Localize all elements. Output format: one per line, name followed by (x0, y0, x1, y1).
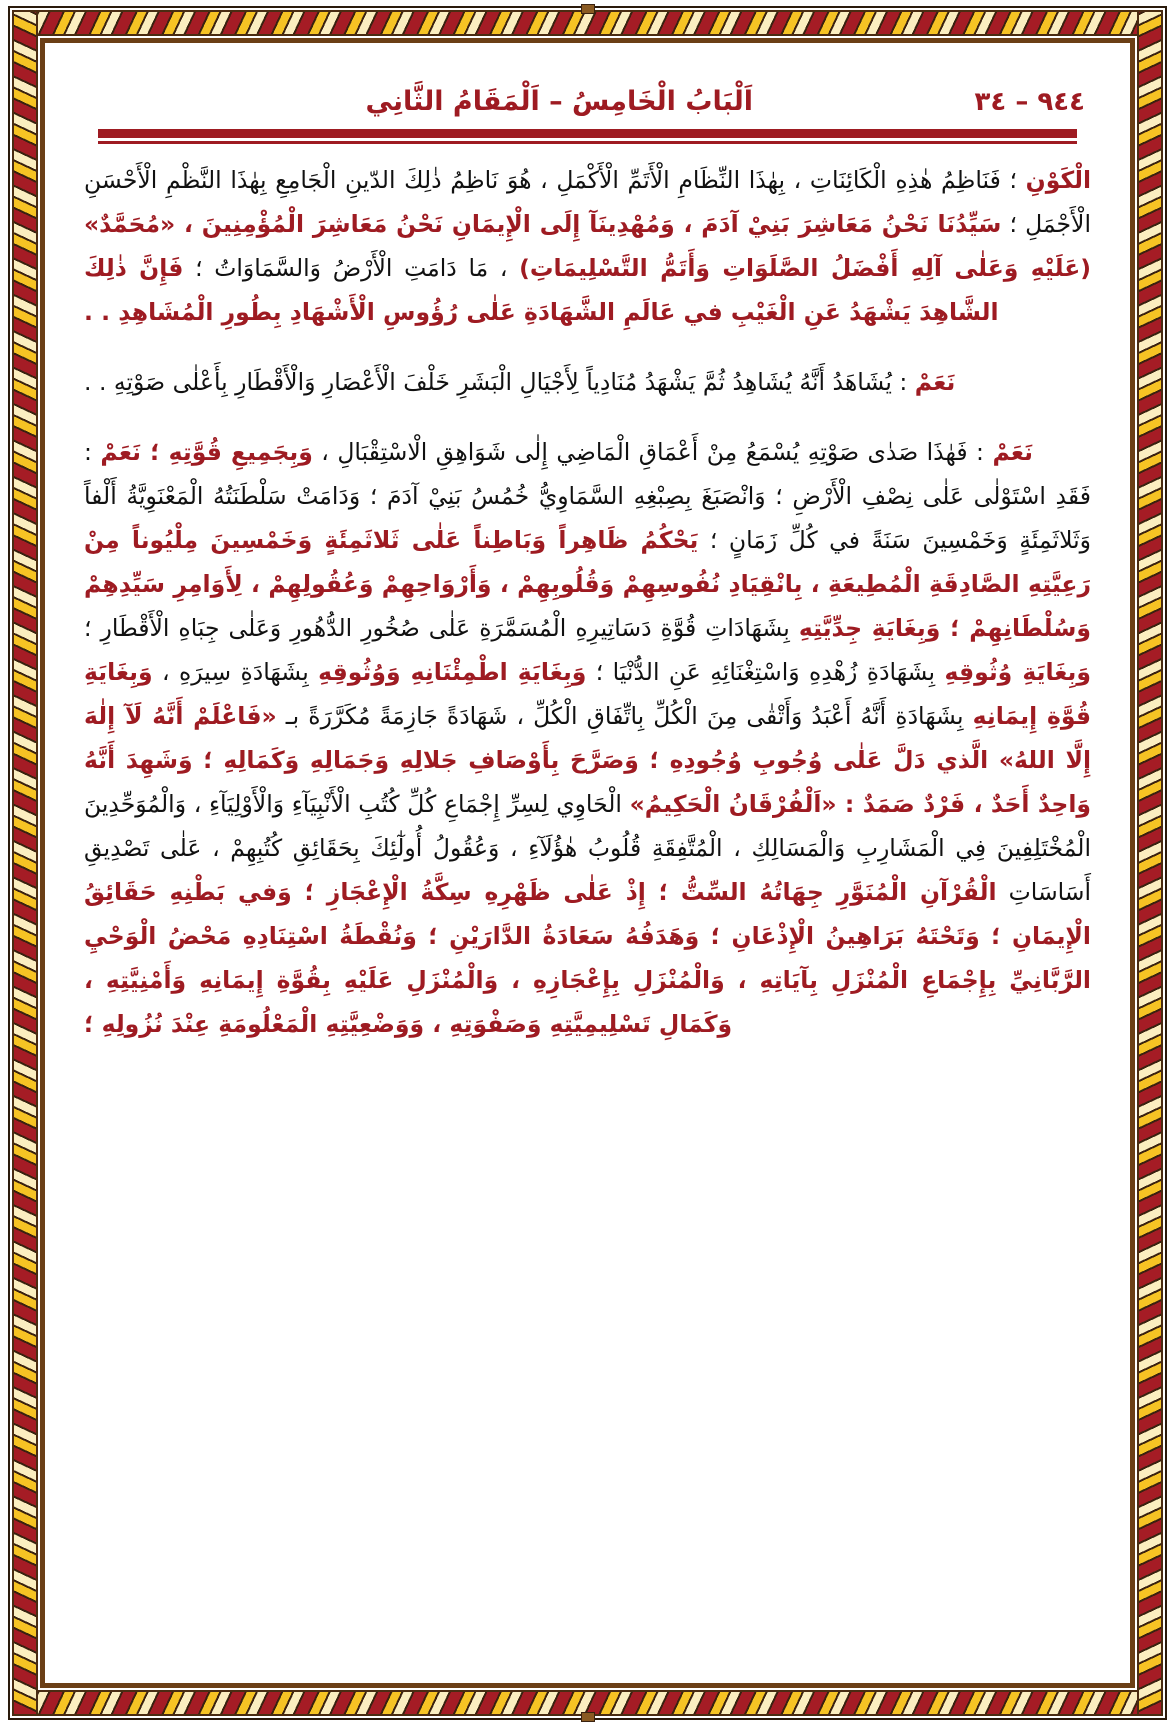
page-content (50, 48, 1125, 1678)
text-run-plain: بِشَهَادَةِ سِيرَهِ ، (152, 658, 319, 686)
header-divider (72, 117, 1103, 144)
text-run-emphasis: وَبِغَايَةِ اطْمِئْنَانِهِ وَوُثُوقِهِ (318, 658, 587, 686)
body-text (72, 144, 1103, 1046)
text-run-emphasis: وَبِغَايَةِ قُوَّةِ إِيمَانِهِ (84, 658, 1091, 730)
border-tab-bottom (581, 1712, 595, 1722)
text-run-plain: ؛ فَنَاظِمُ هٰذِهِ الْكَائِنَاتِ ، بِهٰذَا النِّظَامِ الْأَتَمِّ الْأَكْمَلِ ، هُوَ نَاظِمُ ذٰلِكَ الدّينِ الْجَامِعِ بِهٰذَا النَّظْمِ الْأَحْسَنِ الْأَجْمَلِ ؛ (84, 166, 1091, 238)
header-divider-thick (98, 127, 1077, 138)
paragraph-gap (84, 404, 1091, 430)
paragraph (84, 360, 1091, 404)
text-run-emphasis: «فَاعْلَمْ أَنَّهُ لَآ إِلٰهَ إِلَّا اللهُ» الَّذي دَلَّ عَلٰى وُجُوبِ وُجُودِهِ ؛ وَصَرَّحَ بِأَوْصَافِ جَلالِهِ وَجَمَالِهِ وَكَمَالِهِ ؛ وَشَهِدَ أَنَّهُ وَاحِدٌ أَحَدٌ ، فَرْدٌ صَمَدٌ : «اَلْفُرْقَانُ الْحَكِيمُ» (84, 702, 1091, 818)
text-run-plain: : فَقَدِ اسْتَوْلٰى عَلٰى نِصْفِ الْأَرْضِ ؛ وَانْصَبَغَ بِصِبْغِهِ السَّمَاوِيُّ خُمُسُ بَنِيْ آدَمَ ؛ وَدَامَتْ سَلْطَنَتُهُ الْمَعْنَوِيَّةُ أَلْفاً وَثَلاثَمِئَةٍ وَخَمْسِينَ سَنَةً في كُلِّ زَمَانٍ ؛ (84, 438, 1092, 554)
page-reference: ٤٤٩ – ٤٣ (974, 87, 1085, 117)
text-run-emphasis: نَعَمْ (992, 438, 1033, 466)
text-run-emphasis: سَيِّدُنَا نَحْنُ مَعَاشِرَ بَنِيْ آدَمَ ، وَمُهْدِينَآ إِلَى الْإِيمَانِ نَحْنُ مَعَاشِرَ الْمُؤْمِنِينَ ، «مُحَمَّدٌ» (عَلَيْهِ وَعَلٰى آلِهِ أَفْضَلُ الصَّلَوَاتِ وَأَتَمُّ التَّسْلِيمَاتِ) (84, 210, 1091, 282)
page-header (72, 66, 1103, 117)
text-run-plain: : يُشَاهَدُ أَنَّهُ يُشَاهِدُ ثُمَّ يَشْهَدُ مُنَادِياً لِأَجْيَالِ الْبَشَرِ خَلْفَ الْأَعْصَارِ وَالْأَقْطَارِ بِأَعْلٰى صَوْتِهِ . . (84, 368, 915, 396)
running-title: اَلْبَابُ الْخَامِسُ – اَلْمَقَامُ الثَّانِي (365, 86, 754, 117)
paragraph (84, 158, 1091, 334)
border-braid-right (1137, 10, 1163, 1716)
border-tab-top (581, 4, 595, 14)
text-run-plain: : فَهٰذَا صَدٰى صَوْتِهِ يُسْمَعُ مِنْ أَعْمَاقِ الْمَاضِي إِلٰى شَوَاهِقِ الْاسْتِقْبَالِ ، (312, 438, 993, 466)
text-run-emphasis: وَبِغَايَةِ وُثُوقِهِ (944, 658, 1091, 686)
paragraph (84, 430, 1091, 1046)
text-run-emphasis: فَإِنَّ ذٰلِكَ الشَّاهِدَ يَشْهَدُ عَنِ الْغَيْبِ في عَالَمِ الشَّهَادَةِ عَلٰى رُؤُوسِ الْأَشْهَادِ بِطُورِ الْمُشَاهِدِ . . (84, 254, 999, 326)
text-run-plain: الْحَاوِي لِسِرِّ إِجْمَاعِ كُلِّ كُتُبِ الْأَنْبِيَآءِ وَالْأَوْلِيَآءِ ، وَالْمُوَحِّدِينَ الْمُخْتَلِفِينَ فِي الْمَشَارِبِ وَالْمَسَالِكِ ، الْمُتَّفِقَةِ قُلُوبُ هٰؤُلَآءِ ، وَعُقُولُ أُولٰٓئِكَ بِحَقَائِقِ كُتُبِهِمْ ، عَلٰى تَصْدِيقِ أَسَاسَاتِ (84, 790, 1092, 906)
border-braid-left (12, 10, 38, 1716)
text-run-plain: بِشَهَادَاتِ قُوَّةِ دَسَاتِيرِهِ الْمُسَمَّرَةِ عَلٰى صُخُورِ الدُّهُورِ وَعَلٰى جِبَاهِ الْأَقْطَارِ ؛ (84, 614, 799, 642)
text-run-emphasis: وَبِجَمِيعِ قُوَّتِهِ ؛ نَعَمْ (100, 438, 313, 466)
text-run-plain: بِشَهَادَةِ زُهْدِهِ وَاسْتِغْنَائِهِ عَنِ الدُّنْيَا ؛ (586, 658, 945, 686)
text-run-emphasis: الْكَوْنِ (1025, 166, 1091, 194)
text-run-emphasis: يَحْكُمُ ظَاهِراً وَبَاطِناً عَلٰى ثَلاثَمِئَةٍ وَخَمْسِينَ مِلْيُوناً مِنْ رَعِيَّتِهِ الصَّادِقَةِ الْمُطِيعَةِ ، بِانْقِيَادِ نُفُوسِهِمْ وَقُلُوبِهِمْ ، وَأَرْوَاحِهِمْ وَعُقُولِهِمْ ، لِأَوَامِرِ سَيِّدِهِمْ وَسُلْطَانِهِمْ ؛ وَبِغَايَةِ جِدِّيَّتِهِ (84, 526, 1091, 642)
text-run-emphasis: نَعَمْ (914, 368, 956, 396)
text-run-emphasis: الْقُرْآنِ الْمُنَوَّرِ جِهَاتُهُ السِّتُّ ؛ إِذْ عَلٰى ظَهْرِهِ سِكَّةُ الْإِعْجَازِ ؛ وَفي بَطْنِهِ حَقَائِقُ الْإِيمَانِ ؛ وَتَحْتَهُ بَرَاهِينُ الْإِذْعَانِ ؛ وَهَدَفُهُ سَعَادَةُ الدَّارَيْنِ ؛ وَنُقْطَةُ اسْتِنَادِهِ مَحْضُ الْوَحْيِ الرَّبَّانِيِّ بِإِجْمَاعِ الْمُنْزَلِ بِآيَاتِهِ ، وَالْمُنْزَلِ بِإِعْجَازِهِ ، وَالْمُنْزَلِ عَلَيْهِ بِقُوَّةِ إِيمَانِهِ وَأَمْنِيَّتِهِ ، وَكَمَالِ تَسْلِيمِيَّتِهِ وَصَفْوَتِهِ ، وَوَضْعِيَّتِهِ الْمَعْلُومَةِ عِنْدَ نُزُولِهِ ؛ (84, 878, 1091, 1038)
text-run-plain: بِشَهَادَةِ أَنَّهُ أَعْبَدُ وَأَتْقٰى مِنَ الْكُلِّ بِاتِّفَاقِ الْكُلِّ ، شَهَادَةً جَازِمَةً مُكَرَّرَةً بـ (276, 702, 973, 730)
paragraph-gap (84, 334, 1091, 360)
text-run-plain: ، مَا دَامَتِ الْأَرْضُ وَالسَّمَاوَاتُ ؛ (183, 254, 520, 282)
